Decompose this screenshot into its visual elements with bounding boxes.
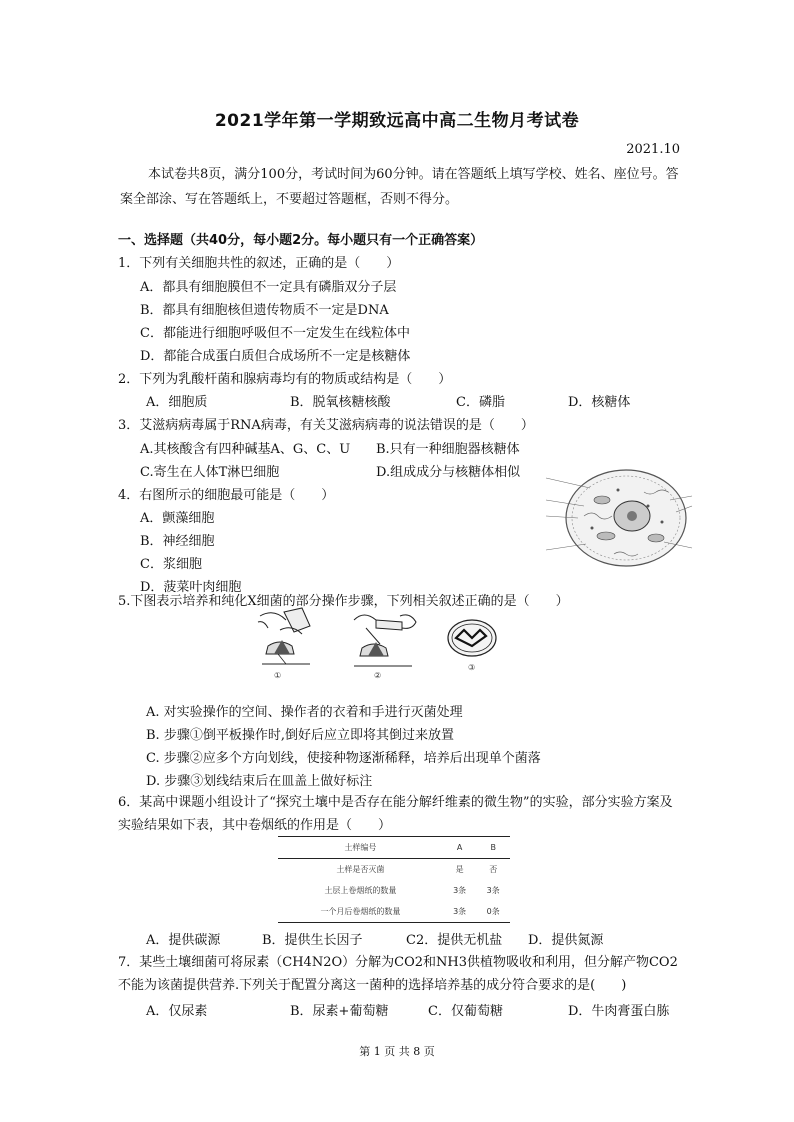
question-5-option-c: C. 步骤②应多个方向划线，使接种物逐渐稀释，培养后出现单个菌落 [146, 751, 541, 766]
question-1-option-d: D．都能合成蛋白质但合成场所不一定是核糖体 [140, 349, 411, 364]
figure-label-step-3: ③ [468, 663, 476, 672]
table-cell: 土样是否灭菌 [336, 865, 385, 874]
soil-sample-table [278, 836, 510, 923]
question-2-option-c: C．磷脂 [456, 395, 505, 410]
question-2-stem: 2．下列为乳酸杆菌和腺病毒均有的物质或结构是（ ） [118, 372, 452, 387]
question-4-option-d: D．菠菜叶肉细胞 [140, 580, 242, 595]
question-7-option-b: B．尿素+葡萄糖 [290, 1004, 389, 1019]
table-header-cell: B [476, 837, 510, 859]
table-cell: 是 [455, 865, 464, 874]
question-7-option-c: C．仅葡萄糖 [428, 1004, 503, 1019]
question-2-option-a: A．细胞质 [146, 395, 208, 410]
table-cell: 0条 [476, 901, 510, 923]
table-cell: 否 [489, 865, 498, 874]
question-1-option-b: B．都具有细胞核但遗传物质不一定是DNA [140, 303, 389, 318]
question-7-stem: 7．某些土壤细菌可将尿素（CH4N2O）分解为CO2和NH3供植物吸收和利用，但分解产物CO2不能为该菌提供营养.下列关于配置分离这一菌种的选择培养基的成分符合要求的是( ) [118, 955, 678, 993]
question-1-option-a: A．都具有细胞膜但不一定具有磷脂双分子层 [140, 280, 397, 295]
figure-label-step-2: ② [374, 671, 382, 680]
question-4-stem: 4．右图所示的细胞最可能是（ ） [118, 488, 335, 503]
page-footer: 第 1 页 共 8 页 [359, 1045, 435, 1058]
question-6-option-a: A．提供碳源 [146, 933, 221, 948]
table-cell: 一个月后卷烟纸的数量 [278, 901, 443, 923]
step-1-pour-plate-illustration [258, 608, 310, 664]
question-6-option-d: D．提供氮源 [528, 933, 604, 948]
table-header-row [278, 837, 510, 859]
question-7-option-d: D．牛肉膏蛋白胨 [568, 1004, 670, 1019]
question-1-stem: 1．下列有关细胞共性的叙述，正确的是（ ） [118, 256, 400, 271]
exam-instructions: 本试卷共8页，满分100分，考试时间为60分钟。请在答题纸上填写学校、姓名、座位号。答案全部涂、写在答题纸上，不要超过答题框，否则不得分。 [120, 167, 679, 207]
question-4-option-c: C．浆细胞 [140, 557, 202, 572]
table-row [278, 880, 510, 901]
question-3-stem: 3．艾滋病病毒属于RNA病毒，有关艾滋病病毒的说法错误的是（ ） [118, 418, 534, 433]
question-3-option-b: B.只有一种细胞器核糖体 [376, 442, 520, 457]
table-cell: 3条 [453, 886, 467, 895]
table-cell: 3条 [486, 886, 500, 895]
exam-date: 2021.10 [626, 142, 680, 157]
section-title: 一、选择题（共40分，每小题2分。每小题只有一个正确答案） [118, 233, 484, 248]
question-5-option-d: D. 步骤③划线结束后在皿盖上做好标注 [146, 774, 373, 789]
question-6-stem: 6．某高中课题小组设计了“探究土壤中是否存在能分解纤维素的微生物”的实验，部分实验方案及实验结果如下表，其中卷烟纸的作用是（ ） [118, 795, 673, 833]
question-5-option-a: A. 对实验操作的空间、操作者的衣着和手进行灭菌处理 [146, 705, 463, 720]
table-header-cell: 土样编号 [278, 837, 443, 859]
question-3-option-a: A.其核酸含有四种碱基A、G、C、U [140, 442, 351, 457]
step-2-streaking-illustration [354, 615, 416, 666]
cell-diagram-figure [544, 466, 694, 570]
question-2-option-d: D．核糖体 [568, 395, 631, 410]
question-5-option-b: B. 步骤①倒平板操作时,倒好后应立即将其倒过来放置 [146, 728, 454, 743]
question-3-option-c: C.寄生在人体T淋巴细胞 [140, 465, 280, 480]
table-header-cell: A [443, 837, 477, 859]
question-4-option-b: B．神经细胞 [140, 534, 215, 549]
step-3-streaked-plate-illustration [448, 620, 496, 656]
question-7-option-a: A．仅尿素 [146, 1004, 208, 1019]
figure-label-step-1: ① [274, 671, 282, 680]
question-3-option-d: D.组成成分与核糖体相似 [376, 465, 521, 480]
table-cell: 土层上卷烟纸的数量 [324, 886, 397, 895]
table-row [278, 859, 510, 881]
question-2-option-b: B．脱氧核糖核酸 [290, 395, 391, 410]
question-6-option-c: C2．提供无机盐 [406, 933, 503, 948]
question-5-stem: 5.下图表示培养和纯化X细菌的部分操作步骤，下列相关叙述正确的是（ ） [118, 594, 569, 609]
question-6-option-b: B．提供生长因子 [262, 933, 363, 948]
question-1-option-c: C．都能进行细胞呼吸但不一定发生在线粒体中 [140, 326, 410, 341]
question-4-option-a: A．颤藻细胞 [140, 511, 215, 526]
table-cell: 3条 [443, 901, 477, 923]
page-title: 2021学年第一学期致远高中高二生物月考试卷 [214, 111, 580, 131]
culture-procedure-figure [250, 606, 510, 684]
table-row [278, 901, 510, 923]
